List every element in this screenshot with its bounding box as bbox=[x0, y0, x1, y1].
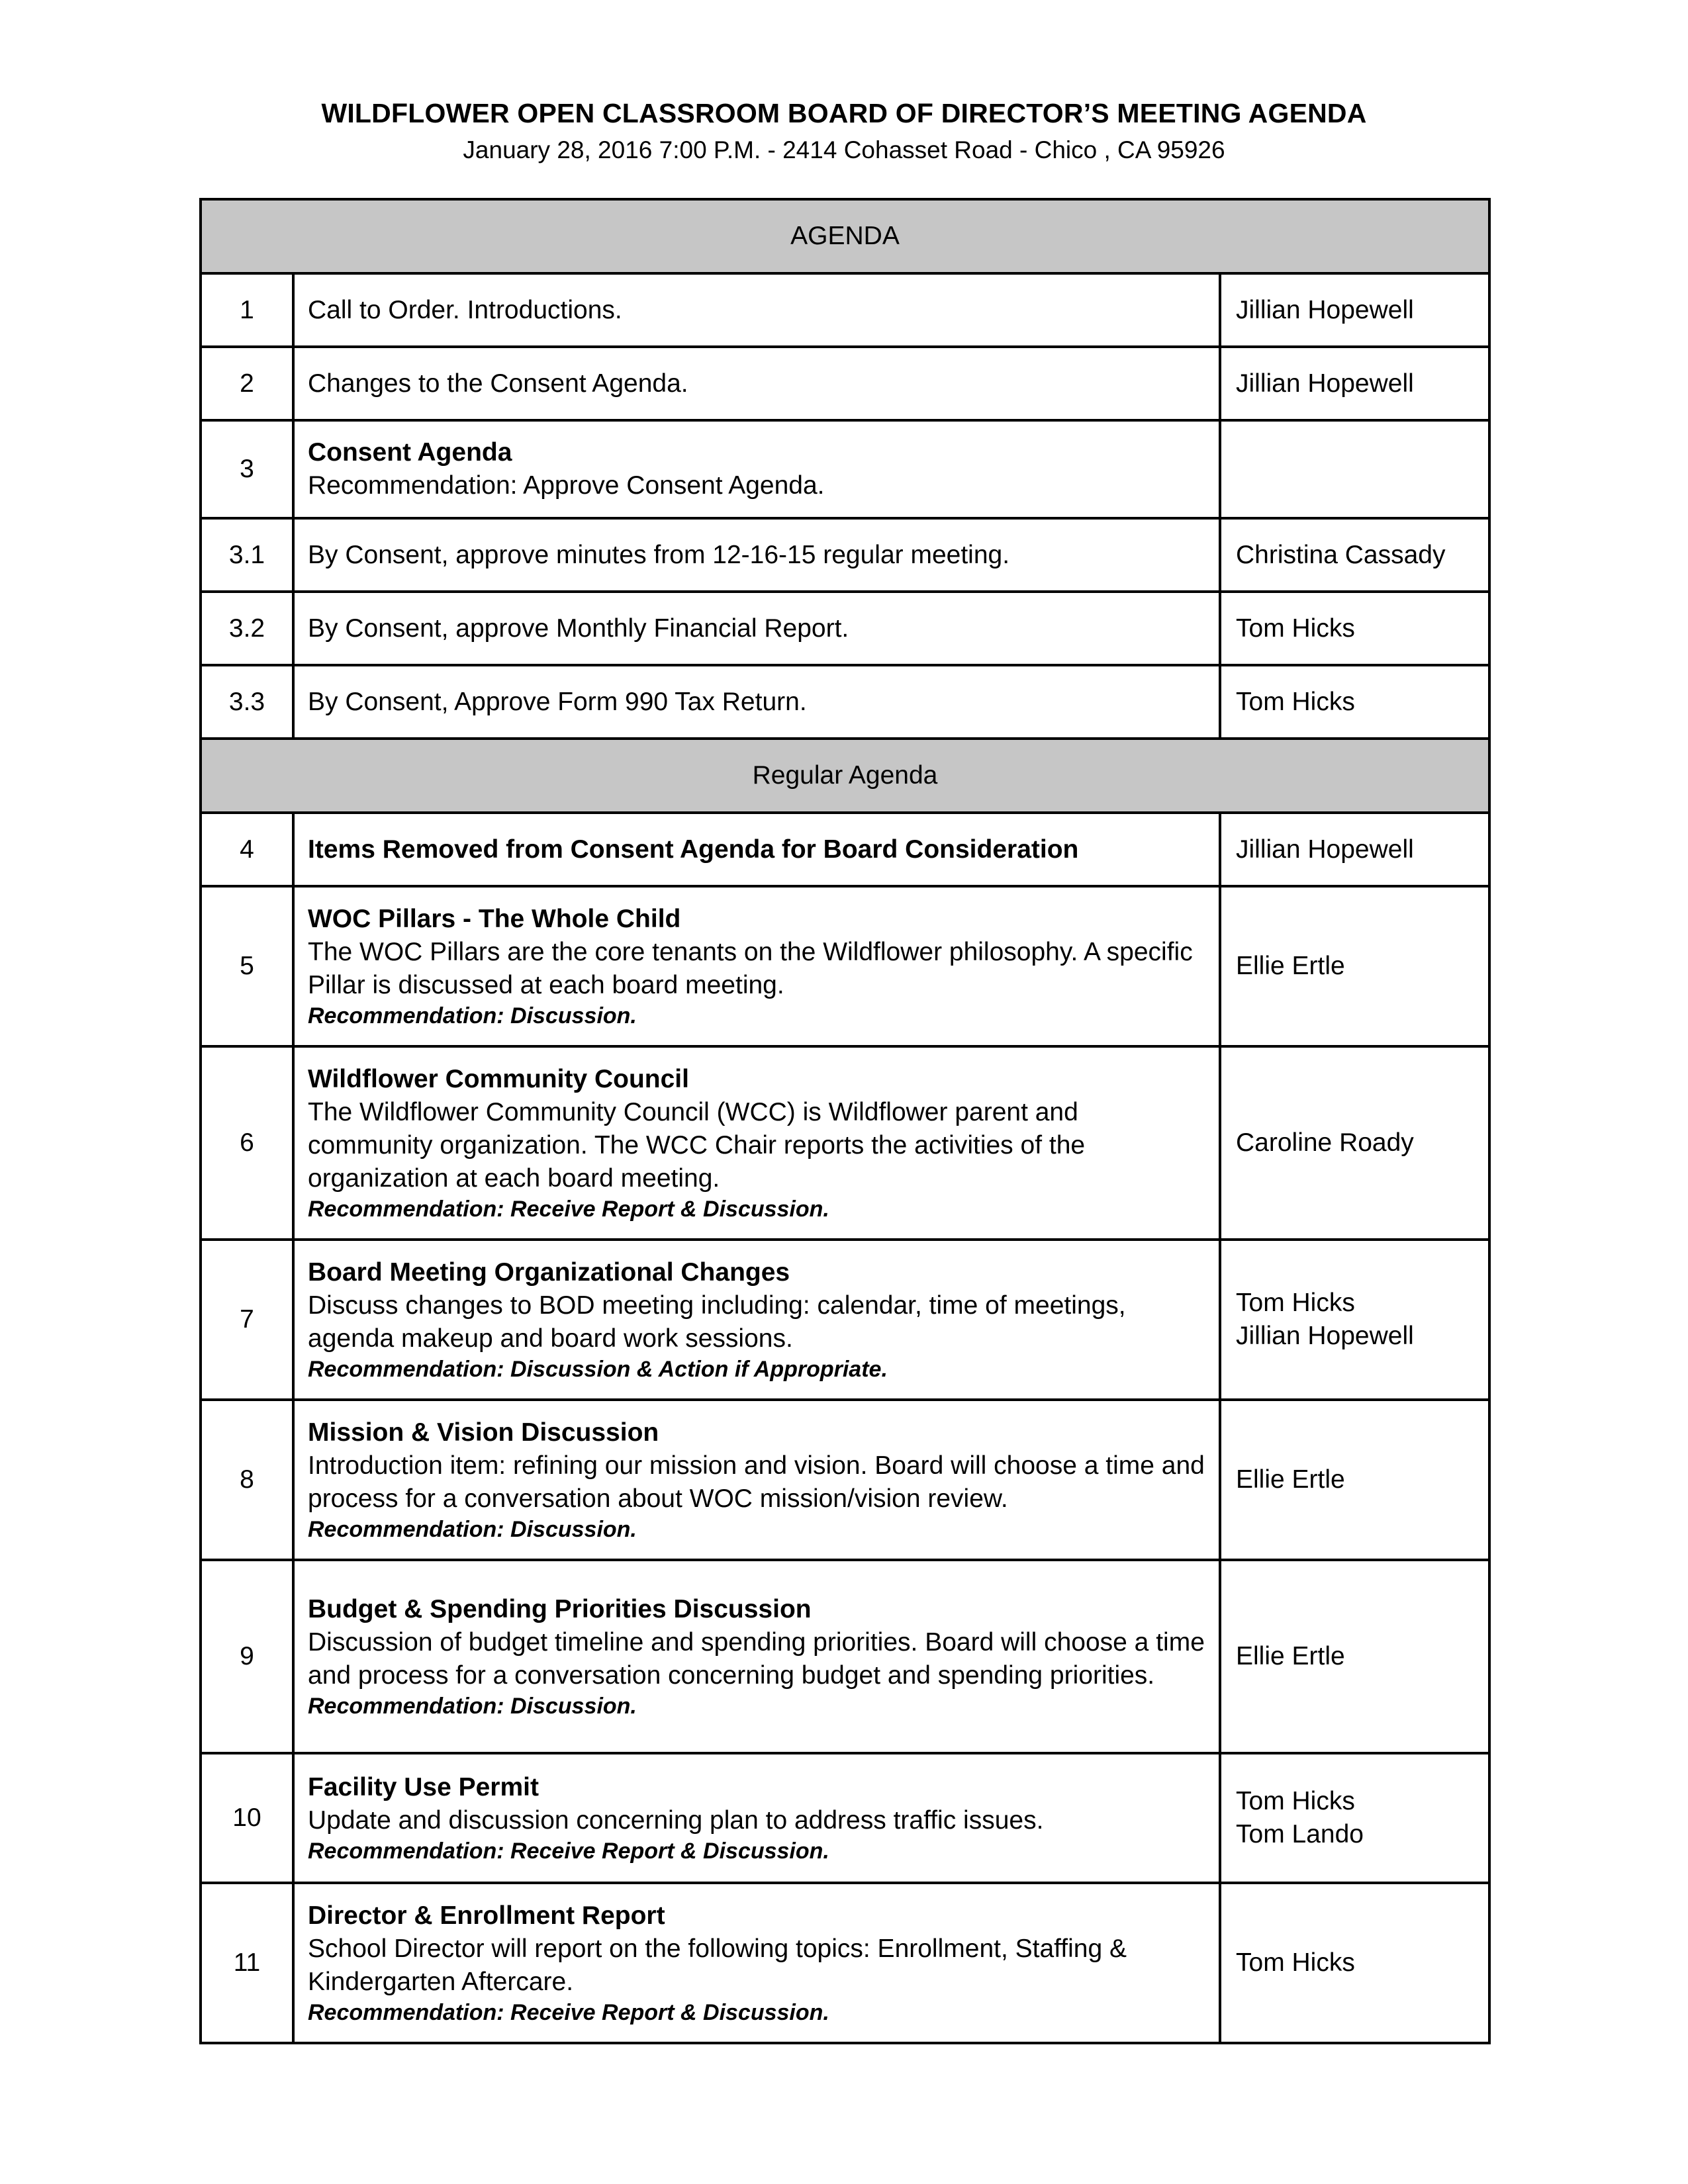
item-presenter: Tom Hicks bbox=[1220, 592, 1489, 665]
agenda-item bbox=[201, 1753, 1489, 1883]
item-description: School Director will report on the following topics: Enrollment, Staffing & Kindergarten Aftercare. bbox=[308, 1934, 1127, 1996]
item-title: WOC Pillars - The Whole Child bbox=[308, 905, 681, 933]
item-cell bbox=[293, 886, 1220, 1046]
item-description: By Consent, approve Monthly Financial Report. bbox=[293, 592, 1220, 665]
item-number: 9 bbox=[201, 1560, 293, 1753]
agenda-item bbox=[201, 420, 1489, 518]
item-presenter bbox=[1220, 420, 1489, 518]
agenda-item bbox=[201, 1240, 1489, 1400]
item-recommendation: Recommendation: Receive Report & Discussion. bbox=[308, 1197, 829, 1222]
section-header-agenda bbox=[201, 199, 1489, 273]
agenda-item bbox=[201, 1560, 1489, 1753]
item-title: Mission & Vision Discussion bbox=[308, 1418, 659, 1447]
agenda-item bbox=[201, 592, 1489, 665]
item-presenter-cell bbox=[1220, 1240, 1489, 1400]
item-number: 2 bbox=[201, 347, 293, 420]
item-recommendation: Recommendation: Receive Report & Discussion. bbox=[308, 1839, 829, 1864]
item-number: 11 bbox=[201, 1883, 293, 2043]
item-presenter: Ellie Ertle bbox=[1220, 1560, 1489, 1753]
item-cell bbox=[293, 1883, 1220, 2043]
agenda-item bbox=[201, 273, 1489, 347]
item-recommendation: Recommendation: Discussion. bbox=[308, 1003, 637, 1028]
item-number: 7 bbox=[201, 1240, 293, 1400]
item-presenter: Ellie Ertle bbox=[1220, 1400, 1489, 1560]
item-cell bbox=[293, 1046, 1220, 1240]
item-description: Call to Order. Introductions. bbox=[293, 273, 1220, 347]
item-number: 3.2 bbox=[201, 592, 293, 665]
item-title: Wildflower Community Council bbox=[308, 1065, 689, 1093]
item-description: Recommendation: Approve Consent Agenda. bbox=[308, 471, 825, 500]
item-recommendation: Recommendation: Discussion. bbox=[308, 1517, 637, 1542]
item-title: Budget & Spending Priorities Discussion bbox=[308, 1595, 812, 1623]
item-number: 10 bbox=[201, 1753, 293, 1883]
item-description: Introduction item: refining our mission and vision. Board will choose a time and process for a conversation about WOC mission/vision review. bbox=[308, 1451, 1205, 1513]
item-number: 3.3 bbox=[201, 665, 293, 739]
item-cell bbox=[293, 1560, 1220, 1753]
item-recommendation: Recommendation: Discussion. bbox=[308, 1694, 637, 1719]
item-description: Changes to the Consent Agenda. bbox=[293, 347, 1220, 420]
item-presenter: Caroline Roady bbox=[1220, 1046, 1489, 1240]
item-title: Facility Use Permit bbox=[308, 1773, 539, 1801]
item-cell bbox=[293, 420, 1220, 518]
item-cell bbox=[293, 1240, 1220, 1400]
item-number: 1 bbox=[201, 273, 293, 347]
item-presenter: Tom Hicks bbox=[1236, 1787, 1355, 1815]
item-description: Update and discussion concerning plan to address traffic issues. bbox=[308, 1806, 1044, 1835]
item-description: Discussion of budget timeline and spending priorities. Board will choose a time and process for a conversation concerning budget and spending priorities. bbox=[308, 1628, 1205, 1690]
item-presenter-secondary: Tom Lando bbox=[1236, 1820, 1364, 1848]
item-presenter: Ellie Ertle bbox=[1220, 886, 1489, 1046]
item-presenter-cell bbox=[1220, 1753, 1489, 1883]
item-presenter: Christina Cassady bbox=[1220, 518, 1489, 592]
item-description: Discuss changes to BOD meeting including: calendar, time of meetings, agenda makeup and board work sessions. bbox=[308, 1291, 1126, 1353]
item-recommendation: Recommendation: Receive Report & Discussion. bbox=[308, 2000, 829, 2025]
meeting-date-location: January 28, 2016 7:00 P.M. - 2414 Cohasset Road - Chico , CA 95926 bbox=[463, 136, 1225, 163]
agenda-item bbox=[201, 1400, 1489, 1560]
item-description: By Consent, approve minutes from 12-16-15 regular meeting. bbox=[293, 518, 1220, 592]
item-number: 3.1 bbox=[201, 518, 293, 592]
item-cell bbox=[293, 1753, 1220, 1883]
item-presenter: Tom Hicks bbox=[1236, 1289, 1355, 1317]
item-presenter-secondary: Jillian Hopewell bbox=[1236, 1322, 1414, 1350]
item-presenter: Jillian Hopewell bbox=[1220, 273, 1489, 347]
item-number: 4 bbox=[201, 813, 293, 886]
section-title: Regular Agenda bbox=[201, 739, 1489, 813]
item-presenter: Jillian Hopewell bbox=[1220, 813, 1489, 886]
item-presenter: Jillian Hopewell bbox=[1220, 347, 1489, 420]
section-title: AGENDA bbox=[201, 199, 1489, 273]
item-presenter: Tom Hicks bbox=[1220, 665, 1489, 739]
agenda-item bbox=[201, 518, 1489, 592]
item-number: 8 bbox=[201, 1400, 293, 1560]
item-cell bbox=[293, 1400, 1220, 1560]
agenda-table bbox=[199, 198, 1491, 2044]
item-description: By Consent, Approve Form 990 Tax Return. bbox=[293, 665, 1220, 739]
item-number: 3 bbox=[201, 420, 293, 518]
item-presenter: Tom Hicks bbox=[1220, 1883, 1489, 2043]
item-number: 6 bbox=[201, 1046, 293, 1240]
item-recommendation: Recommendation: Discussion & Action if Appropriate. bbox=[308, 1357, 888, 1382]
item-description: The Wildflower Community Council (WCC) is Wildflower parent and community organization. The WCC Chair reports the activities of the organization at each board meeting. bbox=[308, 1098, 1086, 1193]
section-header-regular bbox=[201, 739, 1489, 813]
agenda-item bbox=[201, 1883, 1489, 2043]
item-number: 5 bbox=[201, 886, 293, 1046]
document-title: WILDFLOWER OPEN CLASSROOM BOARD OF DIRECTOR’S MEETING AGENDA bbox=[321, 98, 1367, 128]
agenda-item bbox=[201, 886, 1489, 1046]
agenda-item bbox=[201, 665, 1489, 739]
item-title: Director & Enrollment Report bbox=[308, 1901, 665, 1930]
item-title: Board Meeting Organizational Changes bbox=[308, 1258, 790, 1287]
agenda-item bbox=[201, 813, 1489, 886]
agenda-item bbox=[201, 347, 1489, 420]
item-description: The WOC Pillars are the core tenants on the Wildflower philosophy. A specific Pillar is discussed at each board meeting. bbox=[308, 938, 1193, 999]
item-title: Items Removed from Consent Agenda for Board Consideration bbox=[293, 813, 1220, 886]
agenda-item bbox=[201, 1046, 1489, 1240]
item-title: Consent Agenda bbox=[308, 438, 512, 467]
